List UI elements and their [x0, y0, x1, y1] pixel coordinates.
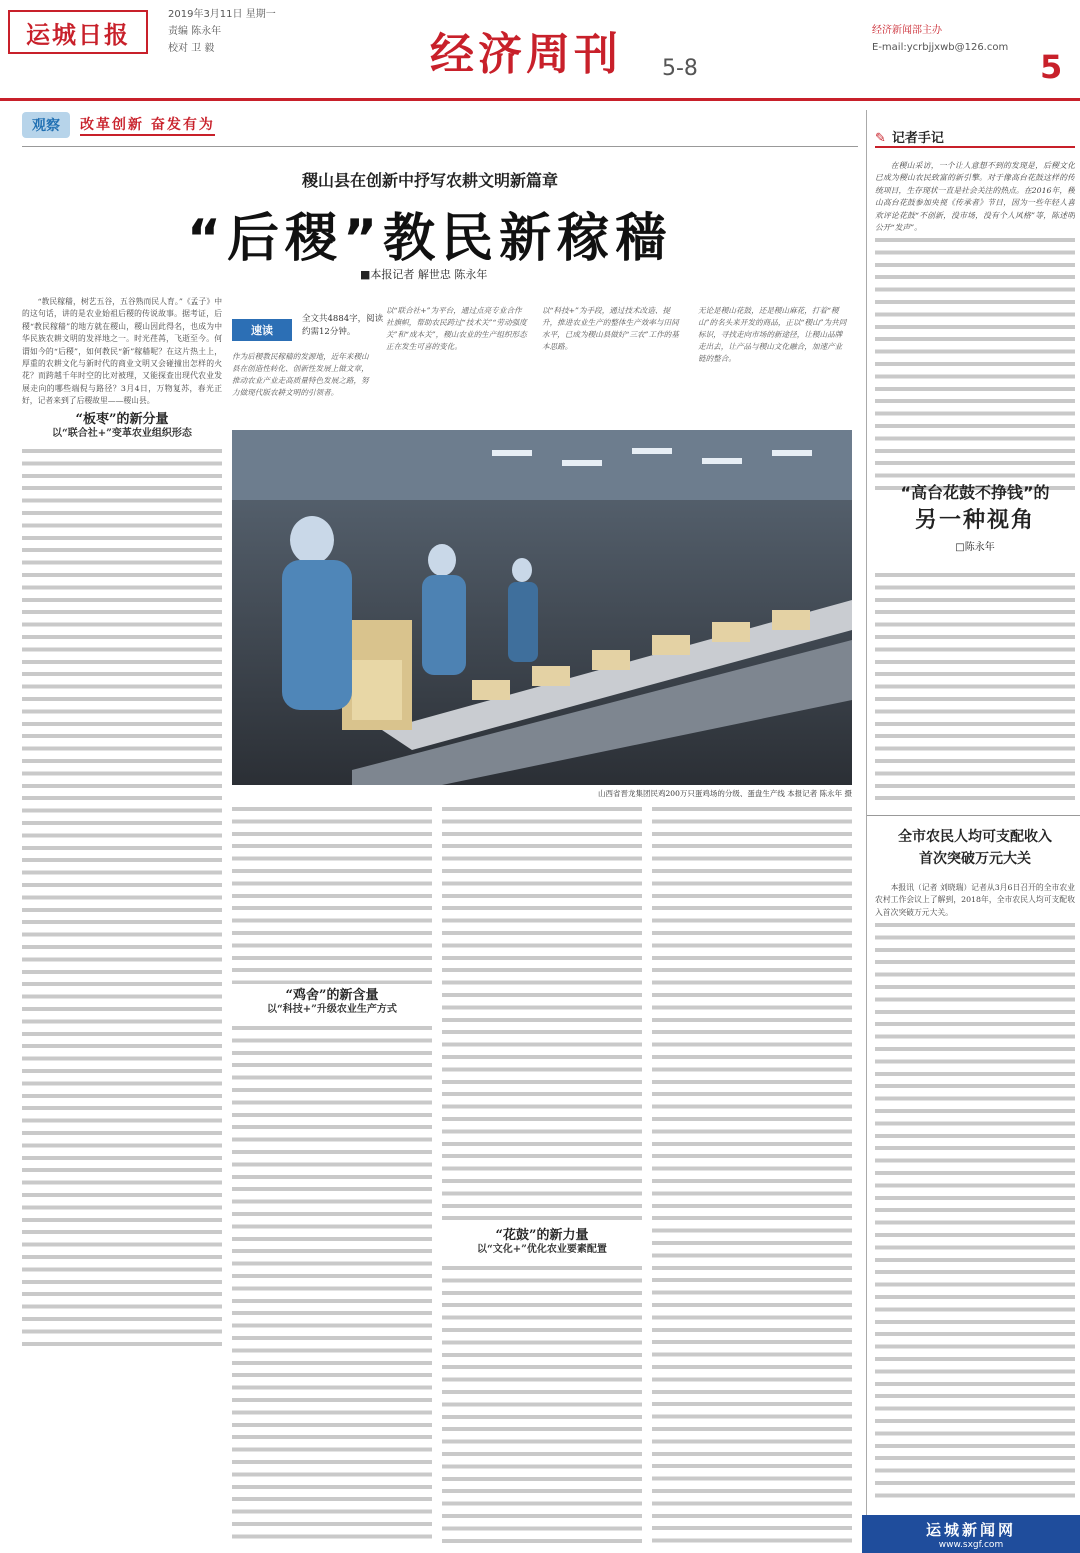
reporter-note-text — [875, 160, 1075, 500]
news-title-1: 全市农民人均可支配收入 — [898, 829, 1052, 845]
site-watermark — [862, 1515, 1080, 1553]
reporter-note-para: 在稷山采访，一个让人意想不到的发现是，后稷文化已成为稷山农民致富的新引擎。对于像高台花鼓这样的传统项目，生存现状一直是社会关注的热点。在2016年，稷山高台花鼓参加央视《传承者》节目，因为一些年轻人喜欢评论花鼓“不创新，没市场，没有个人风格”等，陈述明公开“发声”。 — [875, 161, 1075, 233]
commentary-text — [875, 570, 1075, 805]
section-theme: 改革创新 奋发有为 — [80, 114, 215, 136]
news-brief-header — [875, 826, 1075, 870]
news-brief-text — [875, 882, 1075, 1512]
reporter-note-label: 记者手记 — [891, 131, 944, 146]
article-intro: “教民稼穑，树艺五谷，五谷熟而民人育。”《孟子》中的这句话，讲的是农业始祖后稷的传说故事。据考证，后稷“教民稼穑”的地方就在稷山，稷山因此得名，也成为中华民族农耕文明的发祥地之一。时光荏苒，飞逝至今。何谓如今的“后稷”，如何教民“新”稼穑呢？在这片热土上，厚重的农耕文化与新时代的商业文明又会碰撞出怎样的火花？而跨越千年时空的比对被理，又能探查出现代农业发展走向的哪些端倪与路径？3月4日，万物复苏，春光正好，记者来到了后稷故里——稷山县。 — [22, 297, 222, 406]
pen-icon: ✎ — [875, 131, 886, 146]
summary-3: 以“科技+”为手段，通过技术改造、提升，推进农业生产的整体生产效率与田间水平，已成为稷山县做好“三农”工作的基本思路。 — [542, 306, 679, 351]
speed-meta-line2: 约需12分钟。 — [302, 327, 356, 337]
subhead-2-sub: 以“科技+”升级农业生产方式 — [267, 1004, 397, 1016]
article-col-1 — [22, 296, 222, 1546]
summary-1: 作为后稷教民稼穑的发源地，近年来稷山县在创造性转化、创新性发展上做文章，推动农业产业走高质量特色发展之路，努力做现代版农耕文明的引领者。 — [232, 352, 369, 397]
dept-email[interactable]: E-mail:ycrbjjxwb@126.com — [872, 42, 1009, 53]
body-text-block — [875, 235, 1075, 495]
sidebar — [866, 110, 1080, 1553]
photo-caption: 山西省晋龙集团民鸡200万只蛋鸡场的分级、蛋盘生产线 本报记者 陈永年 摄 — [598, 789, 852, 798]
body-text-block — [232, 804, 432, 984]
proof-credit: 校对 卫 毅 — [168, 43, 215, 54]
masthead-meta — [168, 6, 276, 57]
subhead-2: “鸡舍”的新含量 — [285, 988, 379, 1003]
factory-photo — [232, 430, 852, 785]
subhead-3-sub: 以“文化+”优化农业要素配置 — [477, 1244, 607, 1256]
article-col-2 — [232, 804, 432, 1546]
subhead-1: “板枣”的新分量 — [75, 411, 169, 427]
article-col-4 — [652, 804, 852, 1546]
reporter-note-header — [875, 124, 1075, 148]
body-text-block — [875, 570, 1075, 805]
article-headline: “后稷”教民新稼穑 — [186, 209, 674, 269]
page-range: 5-8 — [662, 56, 698, 81]
speed-meta-line1: 全文共4884字，阅读 — [302, 314, 384, 324]
section-bar — [22, 110, 215, 140]
news-brief-para: 本报讯（记者 刘晓瑞）记者从3月6日召开的全市农业农村工作会议上了解到，2018年，全市农民人均可支配收入首次突破万元大关。 — [875, 883, 1075, 917]
speed-read-badge: 速读 — [232, 319, 292, 341]
body-text-block — [442, 1263, 642, 1546]
commentary-byline: □陈永年 — [955, 542, 995, 553]
summary-4: 无论是稷山花鼓，还是稷山麻花，打着“稷山”的名头来开发的商品，正以“稷山”为共同标识，寻找走向市场的新途径，让稷山品牌走出去，让产品与稷山文化融合，加速产业链的整合。 — [698, 306, 847, 363]
summary-2: 以“联合社+”为平台，通过点亮专业合作社旗帜，帮助农民跨过“技术关”“劳动强度关”和“成本关”，稷山农业的生产组织形态正在发生可喜的变化。 — [386, 306, 527, 351]
article-byline: ■本报记者 解世忠 陈永年 — [360, 268, 488, 281]
commentary-header — [875, 480, 1075, 553]
commentary-title-2: 另一种视角 — [914, 508, 1035, 533]
masthead-rule — [0, 98, 1080, 101]
subhead-1-sub: 以“联合社+”变革农业组织形态 — [52, 428, 192, 440]
watermark-url: www.sxgf.com — [938, 1539, 1004, 1550]
body-text-block — [232, 1023, 432, 1546]
newspaper-logo: 运城日报 — [8, 10, 148, 54]
page-number: 5 — [1040, 48, 1063, 86]
body-text-block — [442, 804, 642, 1224]
sidebar-rule — [867, 815, 1080, 816]
body-text-block — [652, 804, 852, 1546]
section-rule — [22, 146, 858, 147]
article-kicker: 稷山县在创新中抒写农耕文明新篇章 — [301, 171, 558, 190]
subhead-3: “花鼓”的新力量 — [495, 1228, 589, 1243]
news-title-2: 首次突破万元大关 — [919, 851, 1031, 867]
body-text-block — [875, 920, 1075, 1500]
weekly-title: 经济周刊 — [430, 29, 622, 80]
speed-read-box — [232, 305, 852, 401]
egg-production-line-image — [232, 430, 852, 785]
speed-read-meta — [302, 313, 383, 339]
dept-name: 经济新闻部主办 — [872, 25, 942, 36]
article-col-3 — [442, 804, 642, 1546]
dept-info — [872, 22, 1008, 56]
body-text-block — [22, 446, 222, 1346]
editor-credit: 责编 陈永年 — [168, 26, 222, 37]
issue-date: 2019年3月11日 星期一 — [168, 9, 276, 20]
section-tag: 观察 — [22, 112, 70, 138]
watermark-title: 运城新闻网 — [925, 1520, 1016, 1539]
commentary-title-1: “高台花鼓不挣钱”的 — [900, 483, 1050, 502]
masthead — [0, 0, 1080, 104]
